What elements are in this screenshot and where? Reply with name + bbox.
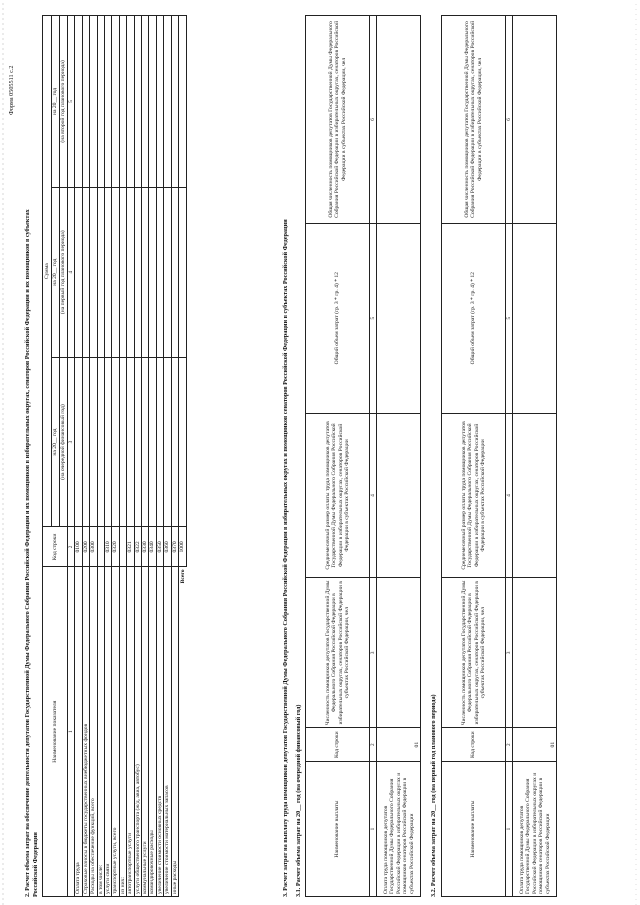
col-number: 1 xyxy=(68,567,75,897)
table-row xyxy=(171,16,178,897)
col-number: 4 xyxy=(506,413,513,578)
row-name: услуги связи xyxy=(105,567,112,897)
col-number: 4 xyxy=(370,413,377,578)
value-cell[interactable] xyxy=(156,16,163,188)
value-cell[interactable] xyxy=(134,16,141,188)
row-name: коммунальные услуги xyxy=(142,567,149,897)
value-cell[interactable] xyxy=(171,16,178,188)
header-year-3-sub: (на второй год планового периода) xyxy=(60,16,68,188)
section3-2-title: 3.2. Расчет объема затрат на 20__ год (на первый год планового периода) xyxy=(430,694,437,897)
value-cell[interactable] xyxy=(164,357,171,527)
col-number: 1 xyxy=(506,762,513,897)
header-total: Общий объем затрат (гр. 3 * гр. 4) * 12 xyxy=(442,223,506,413)
table-row xyxy=(156,16,163,897)
header-count: Численность помощников депутатов Государственной Думы Федерального Собрания Российской Федерации в избирательных округах, сенаторов Российской Федерации в субъектах Российской Федерации, чел xyxy=(306,578,370,728)
value-cell[interactable] xyxy=(97,187,104,357)
row-name: увеличение стоимости материальных запасов xyxy=(164,567,171,897)
row-name: иные расходы xyxy=(171,567,178,897)
value-cell[interactable] xyxy=(119,357,126,527)
table-row xyxy=(164,16,171,897)
table-row xyxy=(142,16,149,897)
value-cell[interactable] xyxy=(513,578,557,728)
value-cell[interactable] xyxy=(82,16,89,188)
col-number: 3 xyxy=(68,357,75,527)
header-count: Численность помощников депутатов Государственной Думы Федерального Собрания Российской Федерации в избирательных округах, сенаторов Российской Федерации в субъектах Российской Федерации, чел xyxy=(442,578,506,728)
value-cell[interactable] xyxy=(171,357,178,527)
col-number: 5 xyxy=(68,16,75,188)
value-cell[interactable] xyxy=(90,357,97,527)
row-code: 0350 xyxy=(156,527,163,567)
value-cell[interactable] xyxy=(142,16,149,188)
value-cell[interactable] xyxy=(156,357,163,527)
section3-2-table xyxy=(441,15,557,897)
header-total: Общий объем затрат (гр. 3 * гр. 4) * 12 xyxy=(306,223,370,413)
col-number: 3 xyxy=(370,578,377,728)
header-sum: Сумма xyxy=(43,16,52,527)
total-code: 1000 xyxy=(179,527,187,567)
header-payment: Наименование выплаты xyxy=(442,762,506,897)
value-cell[interactable] xyxy=(90,187,97,357)
value-cell[interactable] xyxy=(75,357,82,527)
value-cell[interactable] xyxy=(82,357,89,527)
row-name: увеличение стоимости основных средств xyxy=(156,567,163,897)
header-year-2-sub: (на первый год планового периода) xyxy=(60,187,68,357)
header-year-1: на 20__ год xyxy=(52,357,60,527)
total-label: Всего xyxy=(179,567,187,897)
value-cell[interactable] xyxy=(179,357,187,527)
col-number: 3 xyxy=(506,578,513,728)
table-row xyxy=(112,16,119,897)
form-label: Форма 0505511 с.2 xyxy=(8,65,15,115)
value-cell[interactable] xyxy=(377,16,421,224)
row-code: 01 xyxy=(513,728,557,762)
value-cell[interactable] xyxy=(127,357,134,527)
table-row xyxy=(119,16,126,897)
row-code: 0100 xyxy=(75,527,82,567)
row-code: 0340 xyxy=(149,527,156,567)
value-cell[interactable] xyxy=(149,187,156,357)
value-cell[interactable] xyxy=(105,187,112,357)
row-code: 0320 xyxy=(112,527,119,567)
header-avg-pay: Среднемесячный размер оплаты труда помощников депутатов Государственной Думы Федерального Собрания Российской Федерации в избирательных округах, сенаторов Российской Федерации в субъектах Российской Федерации xyxy=(442,413,506,578)
row-code xyxy=(119,527,126,567)
row-name: Страховые взносы в бюджеты государственных внебюджетных фондов xyxy=(82,567,89,897)
value-cell[interactable] xyxy=(179,16,187,188)
row-name: Оплата труда помощников депутатов Государственной Думы Федерального Собрания Российской Федерации в избирательных округах и помощников сенаторов Российской Федерации в субъектах Российской Федерации xyxy=(513,762,557,897)
value-cell[interactable] xyxy=(97,357,104,527)
row-name: командировочные расходы xyxy=(149,567,156,897)
row-name: Оплата труда xyxy=(75,567,82,897)
value-cell[interactable] xyxy=(377,578,421,728)
table-row xyxy=(105,16,112,897)
header-payment: Наименование выплаты xyxy=(306,762,370,897)
value-cell[interactable] xyxy=(377,223,421,413)
value-cell[interactable] xyxy=(142,187,149,357)
value-cell[interactable] xyxy=(513,413,557,578)
row-name: транспортные услуги, всего xyxy=(112,567,119,897)
table-row xyxy=(377,16,421,897)
row-name: в том числе: xyxy=(97,567,104,897)
value-cell[interactable] xyxy=(105,357,112,527)
value-cell[interactable] xyxy=(179,187,187,357)
value-cell[interactable] xyxy=(119,16,126,188)
value-cell[interactable] xyxy=(142,357,149,527)
row-code: 01 xyxy=(377,728,421,762)
row-code: 0310 xyxy=(105,527,112,567)
value-cell[interactable] xyxy=(513,223,557,413)
col-number: 4 xyxy=(68,187,75,357)
value-cell[interactable] xyxy=(82,187,89,357)
table-row xyxy=(127,16,134,897)
value-cell[interactable] xyxy=(105,16,112,188)
col-number: 1 xyxy=(370,762,377,897)
row-name: автотранспортные услуги xyxy=(127,567,134,897)
value-cell[interactable] xyxy=(127,16,134,188)
row-name: Оплата труда помощников депутатов Государственной Думы Федерального Собрания Российской Федерации в избирательных округах и помощников сенаторов Российской Федерации в субъектах Российской Федерации xyxy=(377,762,421,897)
table-row xyxy=(149,16,156,897)
header-people: Общая численность помощников депутатов Государственной Думы Федерального Собрания Российской Федерации в избирательных округах, сенаторов Российской Федерации в субъектах Российской Федерации, чел xyxy=(442,16,506,224)
value-cell[interactable] xyxy=(112,187,119,357)
row-code: 0330 xyxy=(142,527,149,567)
row-code: 0200 xyxy=(82,527,89,567)
value-cell[interactable] xyxy=(149,357,156,527)
header-code: Код строки xyxy=(306,728,370,762)
value-cell[interactable] xyxy=(134,357,141,527)
total-row xyxy=(179,16,187,897)
value-cell[interactable] xyxy=(171,187,178,357)
section2-table xyxy=(42,15,187,897)
value-cell[interactable] xyxy=(149,16,156,188)
row-code xyxy=(97,527,104,567)
value-cell[interactable] xyxy=(90,16,97,188)
table-row xyxy=(82,16,89,897)
section2-title-cont: Российской Федерации xyxy=(32,832,39,897)
section3-title: 3. Расчет затрат на выплату труда помощников депутатов Государственной Думы Федерального Собрания Российской Федерации в избирательных округах и помощников сенаторов Российской Федерации в субъектах Российской Федерации xyxy=(282,219,289,897)
col-number: 2 xyxy=(506,728,513,762)
header-people: Общая численность помощников депутатов Государственной Думы Федерального Собрания Российской Федерации в избирательных округах, сенаторов Российской Федерации в субъектах Российской Федерации, чел xyxy=(306,16,370,224)
col-number: 6 xyxy=(370,16,377,224)
table-row xyxy=(97,16,104,897)
table-row xyxy=(90,16,97,897)
row-name: из них: xyxy=(119,567,126,897)
header-year-2: на 20__ год xyxy=(52,187,60,357)
header-year-1-sub: (на очередной финансовый год) xyxy=(60,357,68,527)
value-cell[interactable] xyxy=(112,16,119,188)
col-number: 5 xyxy=(370,223,377,413)
value-cell[interactable] xyxy=(75,187,82,357)
value-cell[interactable] xyxy=(164,16,171,188)
row-name: услуги общественного транспорта (ж/д, авиа, автобус) xyxy=(134,567,141,897)
value-cell[interactable] xyxy=(134,187,141,357)
table-row xyxy=(75,16,82,897)
value-cell[interactable] xyxy=(127,187,134,357)
header-name: Наименование показателя xyxy=(43,567,68,897)
table-row xyxy=(513,16,557,897)
value-cell[interactable] xyxy=(377,413,421,578)
value-cell[interactable] xyxy=(112,357,119,527)
value-cell[interactable] xyxy=(97,16,104,188)
value-cell[interactable] xyxy=(75,16,82,188)
col-number: 5 xyxy=(506,223,513,413)
value-cell[interactable] xyxy=(156,187,163,357)
section3-1-table xyxy=(305,15,421,897)
row-code: 0322 xyxy=(134,527,141,567)
section3-1-title: 3.1. Расчет объема затрат на 20__ год (на очередной финансовый год) xyxy=(295,704,302,897)
value-cell[interactable] xyxy=(513,16,557,224)
row-code: 0300 xyxy=(90,527,97,567)
row-code: 0370 xyxy=(171,527,178,567)
row-name: Расходы на обеспечение функций, всего xyxy=(90,567,97,897)
header-year-3: на 20__ год xyxy=(52,16,60,188)
header-avg-pay: Среднемесячный размер оплаты труда помощников депутатов Государственной Думы Федерального Собрания Российской Федерации в избирательных округах, сенаторов Российской Федерации в субъектах Российской Федерации xyxy=(306,413,370,578)
row-code: 0321 xyxy=(127,527,134,567)
table-row xyxy=(134,16,141,897)
col-number: 6 xyxy=(506,16,513,224)
col-number: 2 xyxy=(370,728,377,762)
row-code: 0360 xyxy=(164,527,171,567)
section2-title: 2. Расчет объема затрат на обеспечение деятельности депутатов Государственной Думы Федерального Собрания Российской Федерации и их помощников в избирательных округах, сенаторов Российской Федерации и их помощников в субъектах xyxy=(24,209,31,897)
col-number: 2 xyxy=(68,527,75,567)
value-cell[interactable] xyxy=(164,187,171,357)
value-cell[interactable] xyxy=(119,187,126,357)
header-code: Код строки xyxy=(43,527,68,567)
header-code: Код строки xyxy=(442,728,506,762)
